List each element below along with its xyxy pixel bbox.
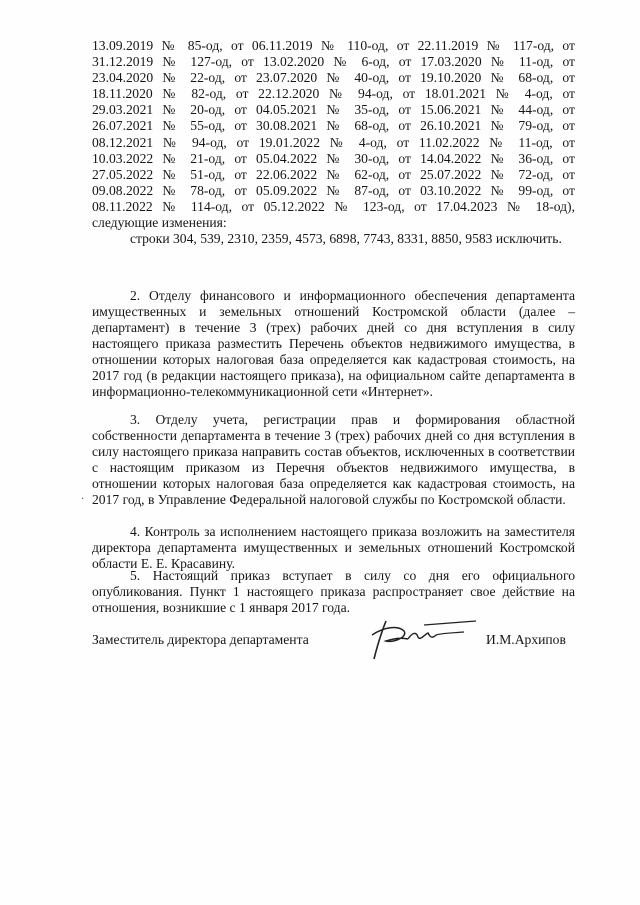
intro-line: следующие изменения: xyxy=(92,215,227,231)
intro-line: 13.09.2019 № 85-од, от 06.11.2019 № 110-од, от 22.11.2019 № 117-од, от xyxy=(92,38,575,53)
item-1-text: строки 304, 539, 2310, 2359, 4573, 6898, 7743, 8331, 8850, 9583 исключить. xyxy=(130,231,562,247)
intro-line: 09.08.2022 № 78-од, от 05.09.2022 № 87-од, от 03.10.2022 № 99-од, от xyxy=(92,182,575,198)
paragraph-4: 4. Контроль за исполнением настоящего приказа возложить на заместителя директора департамента имущественных и земельных отношений Костромской области Е. Е. Красавину. xyxy=(92,523,575,571)
signatory-title: Заместитель директора департамента xyxy=(92,632,309,647)
paragraph-2: 2. Отделу финансового и информационного обеспечения департамента имущественных и земельных отношений Костромской области (далее – департамент) в течение 3 (трех) рабочих дней со дня вступления в силу настоящего приказа разместить Перечень объектов недвижимого имущества, в отношении которых налоговая база определяется как кадастровая стоимость, на 2017 год (в редакции настоящего приказа), на официальном сайте департамента в информационно-телекоммуникационной сети «Интернет». xyxy=(92,287,575,400)
intro-line: 10.03.2022 № 21-од, от 05.04.2022 № 30-од, от 14.04.2022 № 36-од, от xyxy=(92,150,575,166)
intro-line: 26.07.2021 № 55-од, от 30.08.2021 № 68-од, от 26.10.2021 № 79-од, от xyxy=(92,118,575,134)
intro-line: 29.03.2021 № 20-од, от 04.05.2021 № 35-од, от 15.06.2021 № 44-од, от xyxy=(92,102,575,118)
intro-line: 27.05.2022 № 51-од, от 22.06.2022 № 62-од, от 25.07.2022 № 72-од, от xyxy=(92,166,575,182)
intro-paragraph xyxy=(92,38,575,247)
margin-mark: · xyxy=(81,494,85,505)
intro-line: 18.11.2020 № 82-од, от 22.12.2020 № 94-од, от 18.01.2021 № 4-од, от xyxy=(92,86,575,102)
intro-line: 23.04.2020 № 22-од, от 23.07.2020 № 40-од, от 19.10.2020 № 68-од, от xyxy=(92,70,575,86)
intro-line: 08.12.2021 № 94-од, от 19.01.2022 № 4-од, от 11.02.2022 № 11-од, от xyxy=(92,134,575,150)
intro-line: 31.12.2019 № 127-од, от 13.02.2020 № 6-од, от 17.03.2020 № 11-од, от xyxy=(92,54,575,70)
paragraph-3: 3. Отделу учета, регистрации прав и формирования областной собственности департамента в течение 3 (трех) рабочих дней со дня вступления в силу настоящего приказа направить состав объектов, исключенных в соответствии с настоящим приказом из Перечня объектов недвижимого имущества, в отношении которых налоговая база определяется как кадастровая стоимость, на 2017 год, в Управление Федеральной налоговой службы по Костромской области. xyxy=(92,411,575,508)
signatory-name: И.М.Архипов xyxy=(486,632,566,647)
handwritten-signature xyxy=(364,613,479,663)
paragraph-5: 5. Настоящий приказ вступает в силу со дня его официального опубликования. Пункт 1 настоящего приказа распространяет свое действие на отношения, возникшие с 1 января 2017 года. xyxy=(92,567,575,615)
intro-line: 08.11.2022 № 114-од, от 05.12.2022 № 123-од, от 17.04.2023 № 18-од), xyxy=(92,198,575,214)
